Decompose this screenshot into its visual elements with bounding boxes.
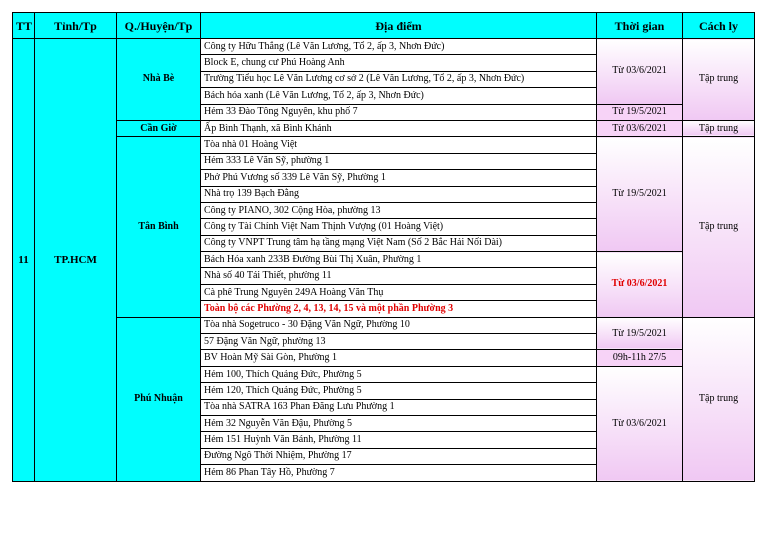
district-phu-nhuan: Phú Nhuận: [117, 317, 201, 481]
district-can-gio: Cần Giờ: [117, 120, 201, 136]
time-cell: Từ 03/6/2021: [597, 120, 683, 136]
table-row: [13, 317, 755, 333]
time-cell: 09h-11h 27/5: [597, 350, 683, 366]
location-cell: Hẻm 32 Nguyễn Văn Đậu, Phường 5: [201, 415, 597, 431]
location-cell: Trường Tiểu học Lê Văn Lương cơ sở 2 (Lê Văn Lương, Tổ 2, ấp 3, Nhơn Đức): [201, 71, 597, 87]
quarantine-cell: Tập trung: [683, 39, 755, 121]
district-tan-binh: Tân Bình: [117, 137, 201, 317]
quarantine-cell: Tập trung: [683, 317, 755, 481]
time-cell-highlight: Từ 03/6/2021: [597, 252, 683, 318]
header-cach-ly: Cách ly: [683, 13, 755, 39]
quarantine-cell: Tập trung: [683, 120, 755, 136]
quarantine-cell: Tập trung: [683, 137, 755, 317]
location-cell: 57 Đặng Văn Ngữ, phường 13: [201, 334, 597, 350]
location-cell: Tòa nhà 01 Hoàng Việt: [201, 137, 597, 153]
location-cell: Nhà trọ 139 Bạch Đằng: [201, 186, 597, 202]
header-tinh: Tỉnh/Tp: [35, 13, 117, 39]
header-huyen: Q./Huyện/Tp: [117, 13, 201, 39]
time-cell: Từ 19/5/2021: [597, 317, 683, 350]
header-dia-diem: Địa điểm: [201, 13, 597, 39]
location-cell: Hẻm 86 Phan Tây Hồ, Phường 7: [201, 465, 597, 481]
location-cell: Block E, chung cư Phú Hoàng Anh: [201, 55, 597, 71]
time-cell: Từ 19/5/2021: [597, 104, 683, 120]
location-cell: Cà phê Trung Nguyên 249A Hoàng Văn Thụ: [201, 284, 597, 300]
location-cell: Công ty PIANO, 302 Cộng Hòa, phường 13: [201, 202, 597, 218]
location-cell: Bách Hóa xanh 233B Đường Bùi Thị Xuân, Phường 1: [201, 252, 597, 268]
location-cell: Hẻm 120, Thích Quảng Đức, Phường 5: [201, 383, 597, 399]
table-row: [13, 39, 755, 55]
time-cell: Từ 19/5/2021: [597, 137, 683, 252]
location-cell: Hẻm 100, Thích Quảng Đức, Phường 5: [201, 366, 597, 382]
province-cell: TP.HCM: [35, 39, 117, 482]
location-cell: Hẻm 33 Đào Tông Nguyên, khu phố 7: [201, 104, 597, 120]
location-cell: Tòa nhà SATRA 163 Phan Đăng Lưu Phường 1: [201, 399, 597, 415]
location-cell: BV Hoàn Mỹ Sài Gòn, Phường 1: [201, 350, 597, 366]
location-cell: Hẻm 151 Huỳnh Văn Bánh, Phường 11: [201, 432, 597, 448]
location-cell-highlight: Toàn bộ các Phường 2, 4, 13, 14, 15 và một phần Phường 3: [201, 301, 597, 317]
header-row: [13, 13, 755, 39]
location-cell: Công ty Hữu Thắng (Lê Văn Lương, Tổ 2, ấp 3, Nhơn Đức): [201, 39, 597, 55]
location-cell: Phở Phú Vương số 339 Lê Văn Sỹ, Phường 1: [201, 170, 597, 186]
tt-cell: 11: [13, 39, 35, 482]
location-cell: Nhà số 40 Tái Thiết, phường 11: [201, 268, 597, 284]
time-cell: Từ 03/6/2021: [597, 39, 683, 105]
location-cell: Bách hóa xanh (Lê Văn Lương, Tổ 2, ấp 3, Nhơn Đức): [201, 88, 597, 104]
location-cell: Công ty VNPT Trung tâm hạ tầng mạng Việt Nam (Số 2 Bắc Hải Nối Dài): [201, 235, 597, 251]
location-cell: Tòa nhà Sogetruco - 30 Đặng Văn Ngữ, Phường 10: [201, 317, 597, 333]
location-cell: Công ty Tài Chính Việt Nam Thịnh Vượng (01 Hoàng Việt): [201, 219, 597, 235]
location-cell: Đường Ngô Thời Nhiệm, Phường 17: [201, 448, 597, 464]
header-thoi-gian: Thời gian: [597, 13, 683, 39]
header-tt: TT: [13, 13, 35, 39]
table-row: [13, 137, 755, 153]
quarantine-table: [12, 12, 755, 482]
location-cell: Ấp Bình Thạnh, xã Bình Khánh: [201, 120, 597, 136]
district-nha-be: Nhà Bè: [117, 39, 201, 121]
location-cell: Hẻm 333 Lê Văn Sỹ, phường 1: [201, 153, 597, 169]
time-cell: Từ 03/6/2021: [597, 366, 683, 481]
table-row: [13, 120, 755, 136]
